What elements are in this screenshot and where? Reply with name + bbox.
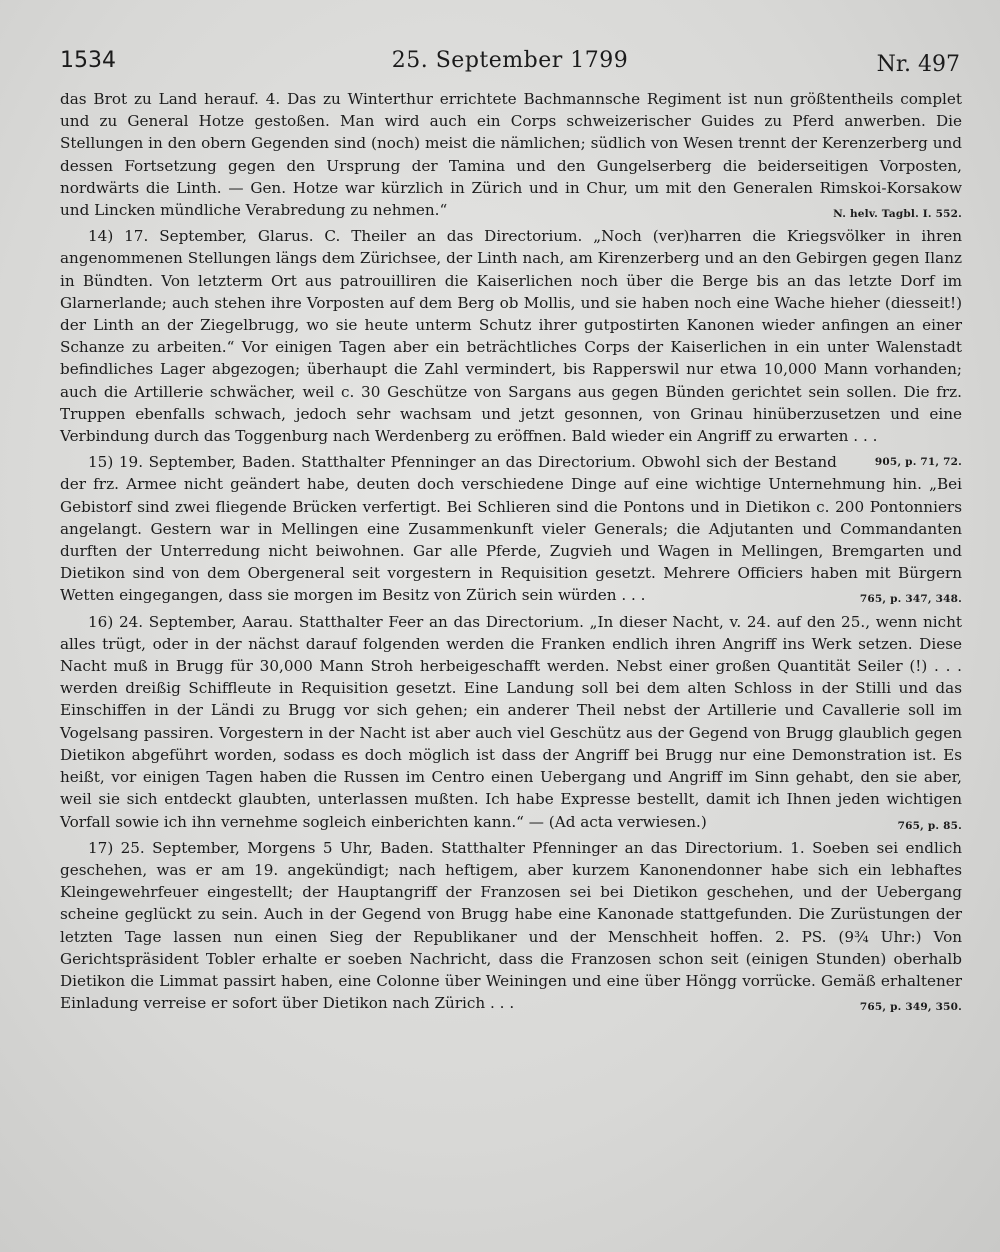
entry-15 xyxy=(60,451,962,606)
document-body xyxy=(60,88,962,1018)
paragraph-text: das Brot zu Land herauf. 4. Das zu Winterthur errichtete Bachmannsche Regiment ist nun größtentheils complet und zu General Hotze gestoßen. Man wird auch ein Corps schweizerischer Guides zu Pferd anwerben. Die Stellungen in den obern Gegenden sind (noch) meist die nämlichen; südlich von Wesen trennt der Kerenzerberg und dessen Fortsetzung gegen den Ursprung der Tamina und den Gungelserberg die beiderseitigen Vorposten, nordwärts die Linth. — Gen. Hotze war kürzlich in Zürich und in Chur, um mit den Generalen Rimskoi-Korsakow und Lincken mündliche Verabredung zu nehmen.“ xyxy=(60,90,962,220)
page-header xyxy=(60,48,960,82)
entry-17 xyxy=(60,837,962,1015)
page-date-heading: 25. September 1799 xyxy=(391,48,629,73)
source-reference: N. helv. Tagbl. I. 552. xyxy=(833,208,962,221)
document-number: Nr. 497 xyxy=(876,52,960,77)
paragraph-text: 16) 24. September, Aarau. Statthalter Feer an das Directorium. „In dieser Nacht, v. 24. auf den 25., wenn nicht alles trügt, oder in der nächst darauf folgenden werden die Franken endlich ihren Angriff ins Werk setzen. Diese Nacht muß in Brugg für 30,000 Mann Stroh herbeigeschafft werden. Nebst einer großen Quantität Seiler (!) . . . werden dreißig Schiffleute in Requisition gesetzt. Eine Landung soll bei dem alten Schloss in der Stilli und das Einschiffen in der Ländi zu Brugg vor sich gehen; ein anderer Theil nebst der Artillerie und Cavallerie soll im Vogelsang passiren. Vorgestern in der Nacht ist aber auch viel Geschütz aus der Gegend von Brugg glaublich gegen Dietikon abgeführt worden, sodass es doch möglich ist dass der Angriff bei Brugg nur eine Demonstration ist. Es heißt, vor einigen Tagen haben die Russen im Centro einen Uebergang und Angriff im Sinn gehabt, den sie aber, weil sie sich entdeckt glaubten, unterlassen mußten. Ich habe Expresse bestellt, damit ich Ihnen jeden wichtigen Vorfall sowie ich ihn vernehme sogleich einberichten kann.“ — (Ad acta verwiesen.) xyxy=(60,612,962,831)
paragraph-text: 17) 25. September, Morgens 5 Uhr, Baden. Statthalter Pfenninger an das Directorium. 1. Soeben sei endlich geschehen, was er am 19. angekündigt; nach heftigem, aber kurzem Kanonendonner habe sich ein lebhaftes Kleingewehrfeuer eingestellt; der Hauptangriff der Franzosen sei bei Dietikon geschehen, und der Uebergang scheine geglückt zu sein. Auch in der Gegend von Brugg habe eine Kanonade stattgefunden. Die Zurüstungen der letzten Tage lassen nun einen Sieg der Republikaner und der Menschheit hoffen. 2. PS. (9¾ Uhr:) Von Gerichtspräsident Tobler erhalte er soeben Nachricht, dass die Franzosen schon seit (einigen Stunden) oberhalb Dietikon die Limmat passirt haben, eine Colonne über Weiningen und eine über Höngg vorrücke. Gemäß erhaltener Einladung verreise er sofort über Dietikon nach Zürich . . . xyxy=(60,838,962,1013)
source-reference: 765, p. 85. xyxy=(897,819,962,832)
paragraph-text: 15) 19. September, Baden. Statthalter Pfenninger an das Directorium. Obwohl sich der Bestand der frz. Armee nicht geändert habe, deuten doch verschiedene Dinge auf eine wichtige Unternehmung hin. „Bei Gebistorf sind zwei fliegende Brücken verfertigt. Bei Schlieren sind die Pontons und in Dietikon c. 200 Pontonniers angelangt. Gestern war in Mellingen eine Zusammenkunft vieler Generals; die Adjutanten und Commandanten durften der Unterredung nicht beiwohnen. Gar alle Pferde, Zugvieh und Wagen in Mellingen, Bremgarten und Dietikon sind von dem Obergeneral seit vorgestern in Requisition gesetzt. Mehrere Officiers haben mit Bürgern Wetten eingegangen, dass sie morgen im Besitz von Zürich sein würden . . . xyxy=(60,453,962,605)
source-reference: 765, p. 349, 350. xyxy=(859,1001,962,1014)
paragraph-text: 14) 17. September, Glarus. C. Theiler an das Directorium. „Noch (ver)harren die Kriegsvölker in ihren angenommenen Stellungen längs dem Zürichsee, der Linth nach, am Kirenzerberg und an den Gebirgen gegen Ilanz in Bündten. Von letzterm Ort aus patrouilliren die Kaiserlichen noch über die Berge bis an das letzte Dorf im Glarnerlande; auch stehen ihre Vorposten auf dem Berg ob Mollis, und sie haben noch eine Wache hieher (diesseit!) der Linth an der Ziegelbrugg, wo sie heute unterm Schutz ihrer gutpostirten Kanonen wieder anfingen an einer Schanze zu arbeiten.“ Vor einigen Tagen aber ein beträchtliches Corps der Kaiserlichen in ein unter Walenstadt befindliches Lager abgezogen; überhaupt die Zahl vermindert, bis Rapperswil nur etwa 10,000 Mann vorhanden; auch die Artillerie schwächer, weil c. 30 Geschütze von Sargans aus gegen Bünden gerichtet sein sollen. Die frz. Truppen ebenfalls schwach, jedoch sehr wachsam und jetzt gesonnen, von Grinau hinüberzusetzen und eine Verbindung durch das Toggenburg nach Werdenberg zu eröffnen. Bald wieder ein Angriff zu erwarten . . . xyxy=(60,227,962,446)
page-number: 1534 xyxy=(60,48,116,73)
entry-16 xyxy=(60,611,962,833)
entry-14 xyxy=(60,225,962,469)
source-reference: 765, p. 347, 348. xyxy=(859,593,962,606)
continuation-paragraph xyxy=(60,88,962,221)
source-reference: 905, p. 71, 72. xyxy=(874,456,962,469)
